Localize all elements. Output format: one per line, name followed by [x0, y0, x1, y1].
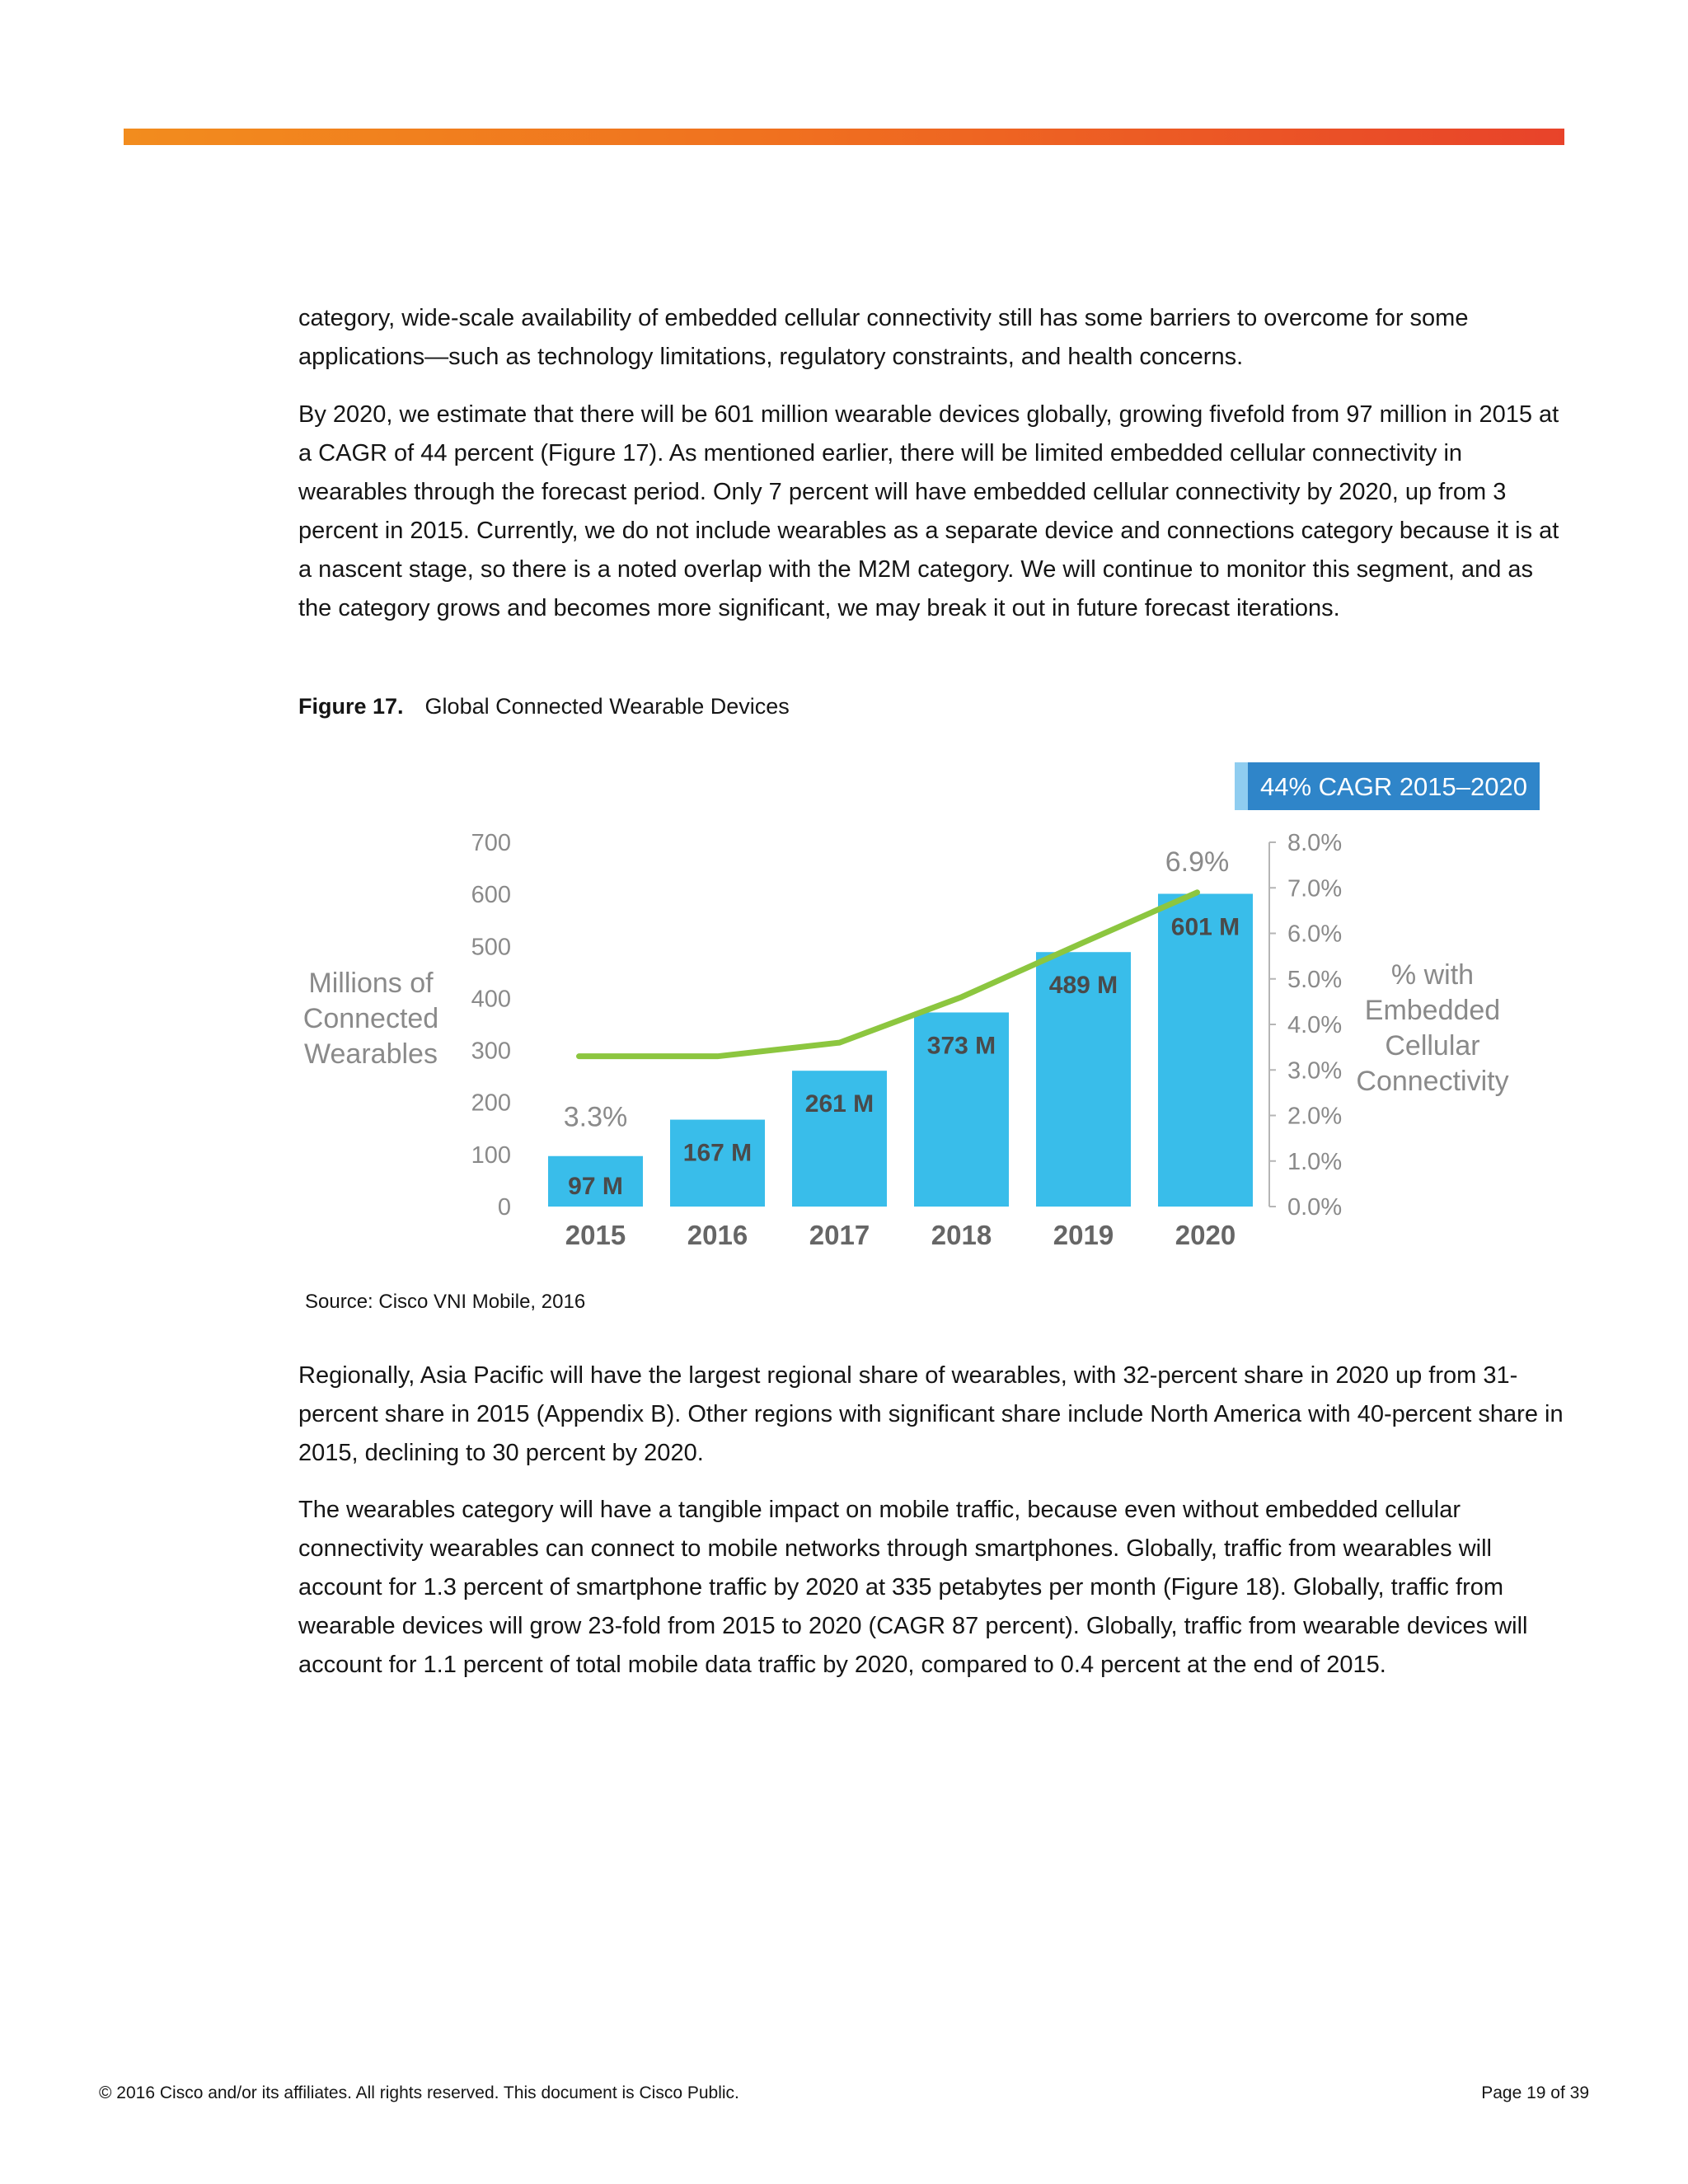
badge-label: 44% CAGR 2015–2020: [1259, 772, 1528, 801]
bar-label: 601 M: [1170, 913, 1240, 941]
y2-tick-label: 1.0%: [1287, 1148, 1343, 1175]
y-tick-label: 600: [471, 882, 511, 909]
y2-tick-label: 6.0%: [1287, 921, 1343, 948]
figure-caption: [298, 692, 790, 720]
y2-tick-label: 5.0%: [1287, 966, 1343, 993]
x-tick-label: 2019: [1053, 1220, 1114, 1250]
bar-label: 373 M: [926, 1032, 996, 1060]
x-tick-label: 2017: [809, 1220, 870, 1250]
y-tick-label: 400: [471, 986, 511, 1013]
right-axis-title-line: Cellular: [1385, 1030, 1480, 1062]
y-axis-ticks: [471, 830, 511, 1221]
body-paragraph: category, wide-scale availability of embedded cellular connectivity still has some barriers to overcome for some applications—such as technology limitations, regulatory constraints, and health concerns.: [298, 305, 1469, 370]
y2-tick-label: 8.0%: [1287, 830, 1343, 856]
right-axis: [1269, 830, 1342, 1221]
right-axis-title-line: Embedded: [1364, 995, 1501, 1026]
wearables-chart: [288, 754, 1558, 1265]
right-axis-title-line: Connectivity: [1356, 1066, 1509, 1097]
line-point-label: 3.3%: [563, 1101, 628, 1133]
y-axis-title-line: Millions of: [308, 968, 434, 999]
figure-source: Source: Cisco VNI Mobile, 2016: [305, 1291, 586, 1313]
y2-tick-label: 0.0%: [1287, 1194, 1343, 1221]
bar-label: 261 M: [804, 1090, 874, 1118]
y-tick-label: 0: [497, 1194, 511, 1221]
x-tick-label: 2020: [1175, 1220, 1236, 1250]
badge-accent: [1235, 762, 1248, 810]
y2-tick-label: 7.0%: [1287, 875, 1343, 902]
y2-tick-label: 2.0%: [1287, 1103, 1343, 1130]
line-point-label: 6.9%: [1165, 846, 1230, 878]
x-axis-ticks: [565, 1220, 1236, 1250]
y-axis-title: [303, 968, 438, 1070]
y-tick-label: 500: [471, 934, 511, 961]
right-axis-title: [1356, 959, 1508, 1097]
body-paragraph: Regionally, Asia Pacific will have the largest regional share of wearables, with 32-percent share in 2020 up from 31-percent share in 2015 (Appendix B). Other regions with significant share include North America with 40-percent share in 2015, declining to 30 percent by 2020.: [298, 1362, 1564, 1466]
cagr-badge: [1235, 762, 1540, 810]
figure-label: Figure 17.: [298, 694, 404, 719]
body-paragraph: By 2020, we estimate that there will be 601 million wearable devices globally, growing fivefold from 97 million in 2015 at a CAGR of 44 percent (Figure 17). As mentioned earlier, there will be limited embedded cellular connectivity in wearables through the forecast period. Only 7 percent will have embedded cellular connectivity by 2020, up from 3 percent in 2015. Currently, we do not include wearables as a separate device and connections category because it is at a nascent stage, so there is a noted overlap with the M2M category. We will continue to monitor this segment, and as the category grows and becomes more significant, we may break it out in future forecast iterations.: [298, 401, 1559, 621]
y2-tick-label: 3.0%: [1287, 1057, 1343, 1085]
body-paragraph: The wearables category will have a tangible impact on mobile traffic, because even without embedded cellular connectivity wearables can connect to mobile networks through smartphones. Globally, traffic from wearables will account for 1.3 percent of smartphone traffic by 2020 at 335 petabytes per month (Figure 18). Globally, traffic from wearable devices will grow 23-fold from 2015 to 2020 (CAGR 87 percent). Globally, traffic from wearable devices will account for 1.1 percent of total mobile data traffic by 2020, compared to 0.4 percent at the end of 2015.: [298, 1497, 1528, 1678]
y-tick-label: 200: [471, 1090, 511, 1117]
header-accent-bar: [124, 129, 1564, 145]
y2-tick-label: 4.0%: [1287, 1012, 1343, 1038]
y-axis-title-line: Wearables: [304, 1038, 438, 1070]
x-tick-label: 2015: [565, 1220, 626, 1250]
right-axis-title-line: % with: [1390, 959, 1475, 991]
y-tick-label: 700: [471, 830, 511, 856]
x-tick-label: 2016: [687, 1220, 748, 1250]
bar-label: 489 M: [1048, 972, 1118, 1000]
footer-page-number: Page 19 of 39: [1481, 2083, 1589, 2102]
bar-label: 97 M: [568, 1173, 623, 1200]
y-tick-label: 300: [471, 1038, 511, 1065]
figure-title: Global Connected Wearable Devices: [424, 694, 790, 719]
y-axis-title-line: Connected: [302, 1003, 439, 1034]
footer-copyright: © 2016 Cisco and/or its affiliates. All rights reserved. This document is Cisco Public.: [99, 2083, 739, 2102]
bar-label: 167 M: [682, 1139, 753, 1167]
y-tick-label: 100: [471, 1141, 511, 1169]
x-tick-label: 2018: [931, 1220, 992, 1250]
bars: [548, 894, 1253, 1207]
